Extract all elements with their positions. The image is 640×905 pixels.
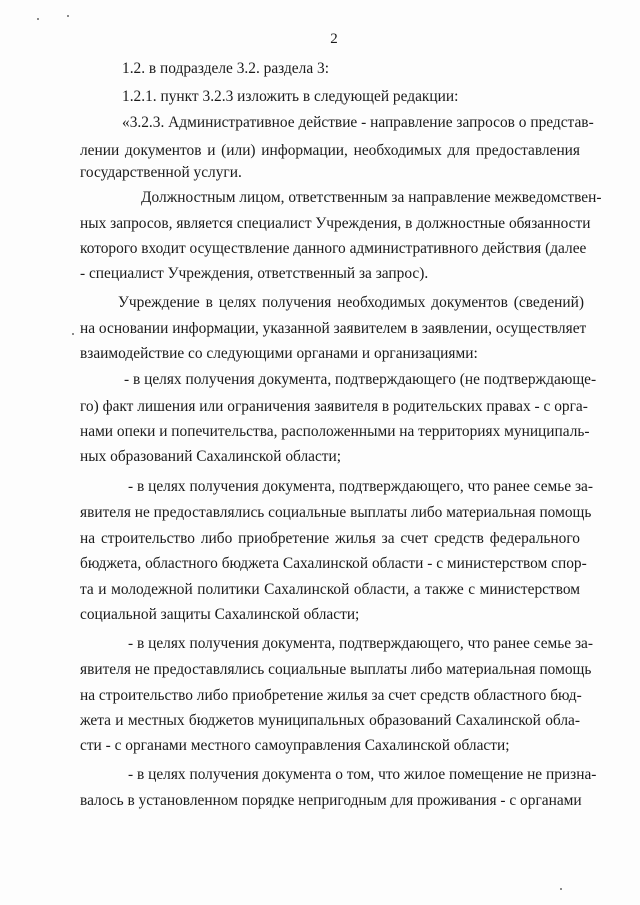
- text-line: 1.2. в подразделе 3.2. раздела 3:: [122, 60, 329, 77]
- page-number: 2: [330, 31, 338, 47]
- text-line: 1.2.1. пункт 3.2.3 изложить в следующей редакции:: [122, 88, 459, 105]
- text-line: валось в установленном порядке непригодным для проживания - с органами: [80, 792, 582, 809]
- text-line: жета и местных бюджетов муниципальных образований Сахалинской обла-: [80, 712, 580, 729]
- text-line: Учреждение в целях получения необходимых документов (сведений): [118, 294, 584, 311]
- text-line: сти - с органами местного самоуправления Сахалинской области;: [80, 737, 510, 754]
- text-line: социальной защиты Сахалинской области;: [80, 606, 360, 623]
- text-line: бюджета, областного бюджета Сахалинской области - с министерством спор-: [80, 555, 587, 572]
- scan-speck: [72, 333, 74, 335]
- text-line: явителя не предоставлялись социальные выплаты либо материальная помощь: [80, 661, 592, 678]
- text-line: которого входит осуществление данного административного действия (далее: [80, 240, 587, 257]
- text-line: - в целях получения документа, подтверждающего (не подтверждающе-: [124, 371, 597, 388]
- text-line: явителя не предоставлялись социальные выплаты либо материальная помощь: [80, 504, 592, 521]
- text-line: - в целях получения документа, подтверждающего, что ранее семье за-: [128, 635, 594, 652]
- text-line: лении документов и (или) информации, необходимых для предоставления: [80, 142, 580, 159]
- scan-speck: [560, 888, 562, 890]
- text-line: на основании информации, указанной заявителем в заявлении, осуществляет: [80, 320, 587, 337]
- scan-speck: [67, 15, 69, 17]
- text-line: государственной услуги.: [80, 164, 242, 181]
- text-line: - специалист Учреждения, ответственный за запрос).: [80, 265, 429, 282]
- text-line: на строительство либо приобретение жилья за счет средств областного бюд-: [80, 687, 582, 704]
- text-line: - в целях получения документа, подтверждающего, что ранее семье за-: [128, 478, 594, 495]
- text-line: взаимодействие со следующими органами и организациями:: [80, 345, 478, 362]
- scan-speck: [37, 18, 39, 20]
- text-line: - в целях получения документа о том, что жилое помещение не призна-: [128, 766, 597, 783]
- text-line: «3.2.3. Административное действие - направление запросов о представ-: [122, 114, 594, 131]
- text-line: на строительство либо приобретение жилья за счет средств федерального: [80, 530, 580, 547]
- text-line: нами опеки и попечительства, расположенными на территориях муниципаль-: [80, 423, 590, 440]
- text-line: ных запросов, является специалист Учреждения, в должностные обязанности: [80, 215, 591, 232]
- text-line: ных образований Сахалинской области;: [80, 448, 342, 465]
- text-line: та и молодежной политики Сахалинской области, а также с министерством: [80, 581, 580, 598]
- text-line: Должностным лицом, ответственным за направление межведомствен-: [141, 189, 602, 206]
- text-line: го) факт лишения или ограничения заявителя в родительских правах - с орга-: [80, 398, 588, 415]
